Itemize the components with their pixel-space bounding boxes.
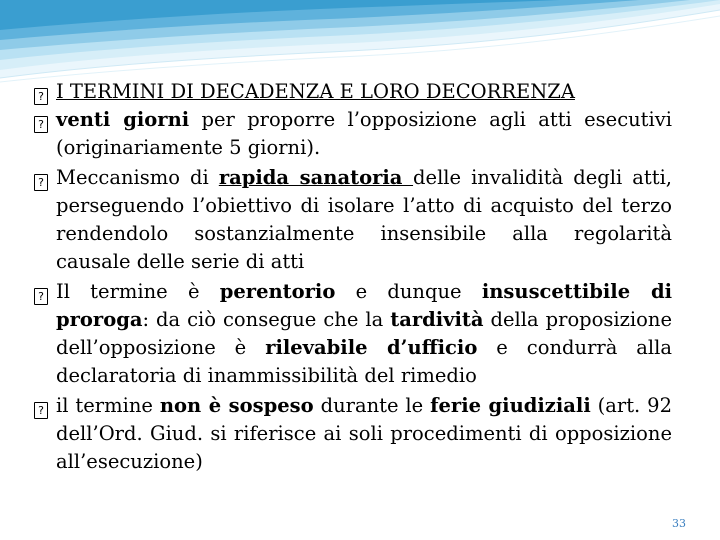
paragraph-text-run: perentorio (219, 280, 336, 303)
bullet-paragraph (34, 278, 672, 390)
paragraph-text-run: e condurrà alla declaratoria di inammissibilità del rimedio (56, 336, 673, 387)
bullet-icon: ? (34, 106, 56, 134)
bullet-paragraph (34, 392, 672, 476)
paragraph-text-run: della proposizione dell’opposizione è (56, 308, 672, 359)
slide-body (34, 78, 672, 478)
title-text: I TERMINI DI DECADENZA E LORO DECORRENZA (56, 80, 575, 103)
paragraph-text-run: non è sospeso (159, 394, 314, 417)
header-wave-decoration (0, 0, 720, 90)
paragraph-text-run: ferie giudiziali (430, 394, 591, 417)
paragraph-text-run: durante le (313, 394, 431, 417)
paragraph-text-run: delle invalidità degli atti, perseguendo l’obiettivo di isolare l’atto di acquisto del terzo rendendolo sostanzialmente insensibile alla regolarità causale delle serie di atti (56, 166, 672, 273)
paragraph-text-run: rapida sanatoria (218, 166, 414, 189)
paragraph-text-run: Meccanismo di (56, 166, 219, 189)
paragraph-text-run: il termine (56, 394, 160, 417)
bullet-paragraph (34, 164, 672, 276)
bullet-paragraph (34, 106, 672, 162)
paragraph-text-run: tardività (390, 308, 484, 331)
paragraph-text-run: rilevabile d’ufficio (265, 336, 478, 359)
page-number: 33 (672, 517, 686, 530)
paragraph-text-run: Il termine è (56, 280, 220, 303)
bullet-icon: ? (34, 78, 56, 106)
paragraph-text-run: per proporre l’opposizione agli atti esecutivi (originariamente 5 giorni). (56, 108, 672, 159)
bullet-icon: ? (34, 164, 56, 192)
paragraph-text-run: (art. 92 dell’Ord. Giud. si riferisce ai soli procedimenti di opposizione all’esecuzione) (56, 394, 672, 473)
paragraph-text-run: e dunque (335, 280, 482, 303)
bullet-icon: ? (34, 278, 56, 306)
paragraph-text-run: venti giorni (56, 108, 190, 131)
slide-title (34, 78, 672, 106)
bullet-icon: ? (34, 392, 56, 420)
paragraph-text-run: : da ciò consegue che la (142, 308, 391, 331)
paragraph-text-run: insuscettibile di proroga (56, 280, 672, 331)
bullet-list (34, 106, 672, 476)
